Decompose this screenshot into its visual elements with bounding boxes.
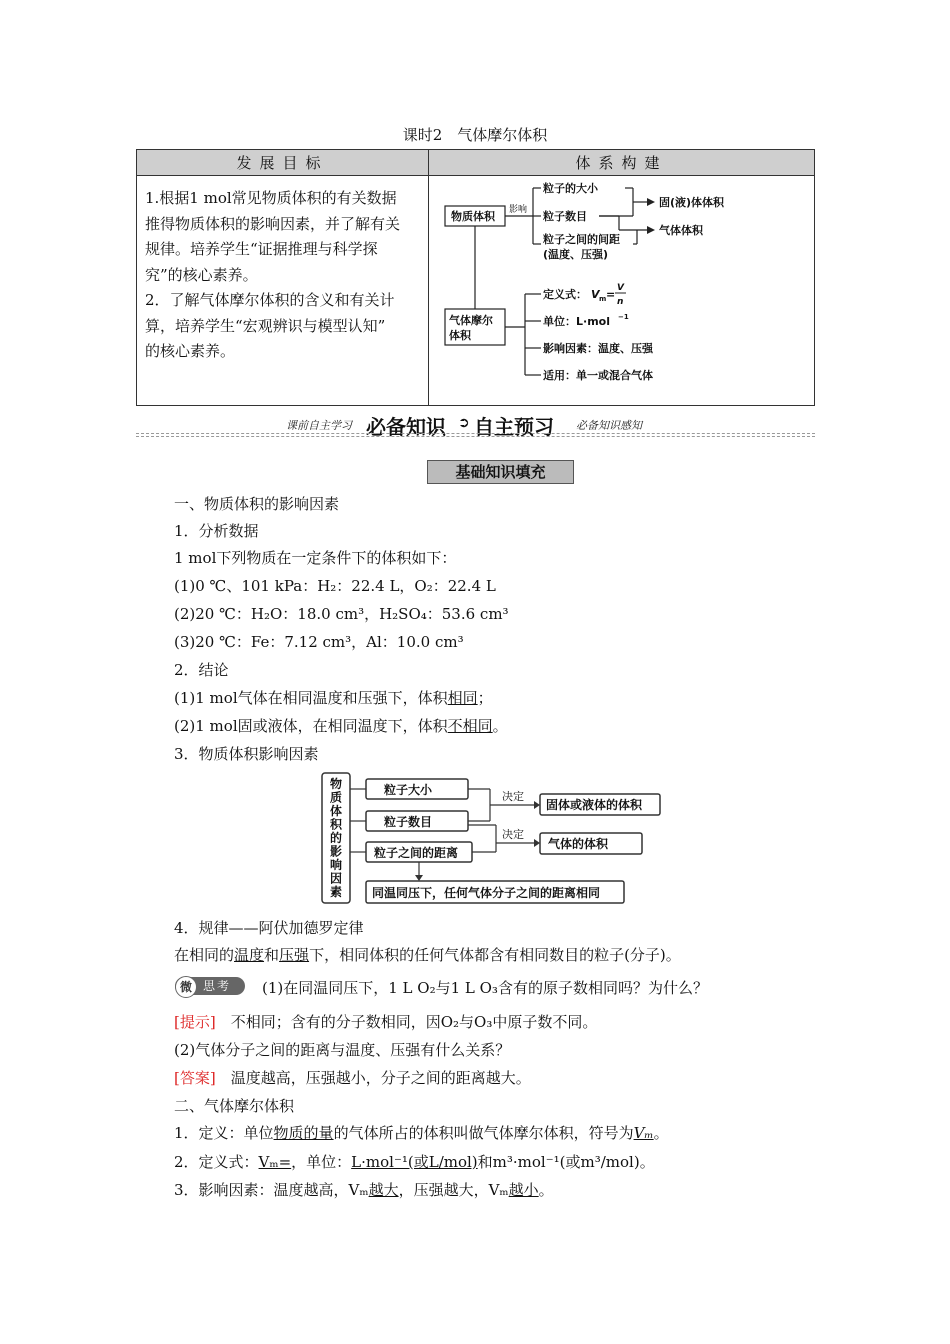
factor-vertical-char: 质 [330,790,343,805]
answer-same: 相同 [447,689,478,707]
hint-line: [提示] 不相同；含有的分子数相同，因O₂与O₃中原子数不同。 [174,1013,598,1031]
map-factors: 影响因素：温度、压强 [543,342,653,355]
think-badge-text: 思考 [203,979,232,993]
banner-right-small: 必备知识感知 [576,419,642,432]
concept-map [429,176,814,401]
heading-1-1: 1．分析数据 [174,522,259,540]
factor-box-distance: 粒子之间的距离 [374,846,459,860]
goal-line: 究”的核心素养。 [145,265,258,284]
goal-line: 规律。培养学生“证据推理与科学探 [145,240,378,258]
factor-vertical-char: 体 [330,804,343,818]
factor-decide-2: 决定 [502,828,524,841]
goals-cell [137,176,429,406]
heading-1: 一、物质体积的影响因素 [174,495,340,513]
concept-map-cell [429,176,815,406]
page-title: 课时2 气体摩尔体积 [402,126,548,144]
data-line-1: (1)0 ℃、101 kPa：H₂：22.4 L，O₂：22.4 L [174,577,496,595]
factor-box-count: 粒子数目 [384,815,433,829]
banner-left-small: 课前自主学习 [286,419,352,432]
answer-temperature: 温度 [234,946,265,964]
answer-smaller: 越小 [508,1181,539,1199]
factor-vertical-char: 响 [330,858,343,872]
factor-result-1: 固体或液体的体积 [546,798,643,812]
map-scope: 适用：单一或混合气体 [543,369,653,382]
arrow-head-1 [647,198,655,206]
map-header: 体系构建 [429,150,815,176]
factor-box-size: 粒子大小 [384,783,433,797]
banner-divider [136,433,815,434]
data-line-3: (3)20 ℃：Fe：7.12 cm³，Al：10.0 cm³ [174,633,464,651]
think-badge-char: 微 [175,976,197,998]
answer-pressure: 压强 [279,946,310,964]
banner-arrow-icon: ➲ [458,415,470,431]
answer-line: [答案] 温度越高，压强越小，分子之间的距离越大。 [174,1069,531,1087]
definition-line: 1．定义：单位物质的量的气体所占的体积叫做气体摩尔体积，符号为Vₘ。 [174,1124,669,1142]
factor-vertical-char: 影 [330,844,343,859]
map-branch-count: 粒子数目 [543,210,587,223]
map-result-gas: 气体体积 [659,224,703,237]
factor-bottom: 同温同压下，任何气体分子之间的距离相同 [372,886,601,900]
answer-larger: 越大 [368,1181,399,1199]
map-branch-size: 粒子的大小 [543,182,598,195]
map-node-volume: 物质体积 [451,210,495,223]
section-title: 基础知识填充 [427,460,574,484]
map-def-label: 定义式： [543,288,587,301]
law-line: 在相同的温度和压强下，相同体积的任何气体都含有相同数目的粒子(分子)。 [174,946,681,964]
factor-vertical-char: 积 [330,817,343,832]
banner-divider-2 [136,436,815,437]
goals-text [137,176,428,365]
conclusion-2: (2)1 mol固或液体，在相同温度下，体积不相同。 [174,717,508,735]
factor-diagram [320,771,665,907]
map-def-num: V [617,283,624,293]
goal-line: 2．了解气体摩尔体积的含义和有关计 [145,291,395,309]
factor-vertical-char: 物 [330,777,343,791]
map-def-eq: = [606,288,616,301]
goals-table [136,149,815,406]
map-def-vm: V [591,288,600,301]
map-node-molar-2: 体积 [449,329,471,342]
map-unit-sup: −1 [618,313,629,321]
formula-line: 2．定义式：Vₘ=，单位：L·mol⁻¹(或L/mol)和m³·mol⁻¹(或m³/mol)。 [174,1153,655,1171]
answer-symbol: Vₘ [633,1124,654,1142]
factor-line: 3．影响因素：温度越高，Vₘ越大，压强越大，Vₘ越小。 [174,1181,554,1199]
answer-tag: [答案] [174,1069,216,1087]
banner-main-left: 必备知识 [366,415,446,439]
banner-main-right: 自主预习 [474,415,554,439]
map-def-den: n [617,297,624,307]
map-branch-distance: 粒子之间的间距 [543,233,620,246]
data-intro: 1 mol下列物质在一定条件下的体积如下： [174,549,457,567]
heading-2: 二、气体摩尔体积 [174,1097,295,1115]
goal-line: 1.根据1 mol常见物质体积的有关数据 [145,189,397,207]
map-edge-affect: 影响 [509,205,528,215]
answer-amount: 物质的量 [273,1124,334,1142]
factor-vertical-label [330,776,343,899]
conclusion-1: (1)1 mol气体在相同温度和压强下，体积相同； [174,689,493,707]
goal-line: 的核心素养。 [145,342,236,360]
goal-line: 算，培养学生“宏观辨识与模型认知” [145,316,386,335]
map-branch-distance-note: (温度、压强) [543,248,609,261]
answer-formula: Vₘ= [258,1153,292,1171]
map-unit: 单位：L·mol [543,315,610,328]
goals-header: 发展目标 [137,150,429,176]
factor-result-2: 气体的体积 [548,837,609,851]
answer-different: 不相同 [447,717,493,735]
heading-1-3: 3．物质体积影响因素 [174,745,319,763]
map-def-vm-sub: m [599,295,607,303]
heading-1-2: 2．结论 [174,661,229,679]
answer-unit: L·mol⁻¹(或L/mol) [351,1153,478,1171]
factor-vertical-char: 的 [330,831,343,845]
hint-tag: [提示] [174,1013,216,1031]
data-line-2: (2)20 ℃：H₂O：18.0 cm³，H₂SO₄：53.6 cm³ [174,605,509,623]
heading-1-4: 4．规律——阿伏加德罗定律 [174,919,364,937]
section-banner [136,410,815,438]
question-1: (1)在同温同压下，1 L O₂与1 L O₃含有的原子数相同吗？为什么？ [262,979,708,997]
map-node-molar-1: 气体摩尔 [449,314,493,327]
factor-decide-1: 决定 [502,790,524,803]
factor-vertical-char: 因 [330,871,343,886]
arrow-head-2 [647,226,655,234]
think-badge [175,977,245,995]
factor-vertical-char: 素 [330,885,343,899]
goal-line: 推得物质体积的影响因素，并了解有关 [145,214,401,233]
map-result-solid: 固(液)体体积 [659,196,725,209]
question-2: (2)气体分子之间的距离与温度、压强有什么关系？ [174,1041,511,1059]
